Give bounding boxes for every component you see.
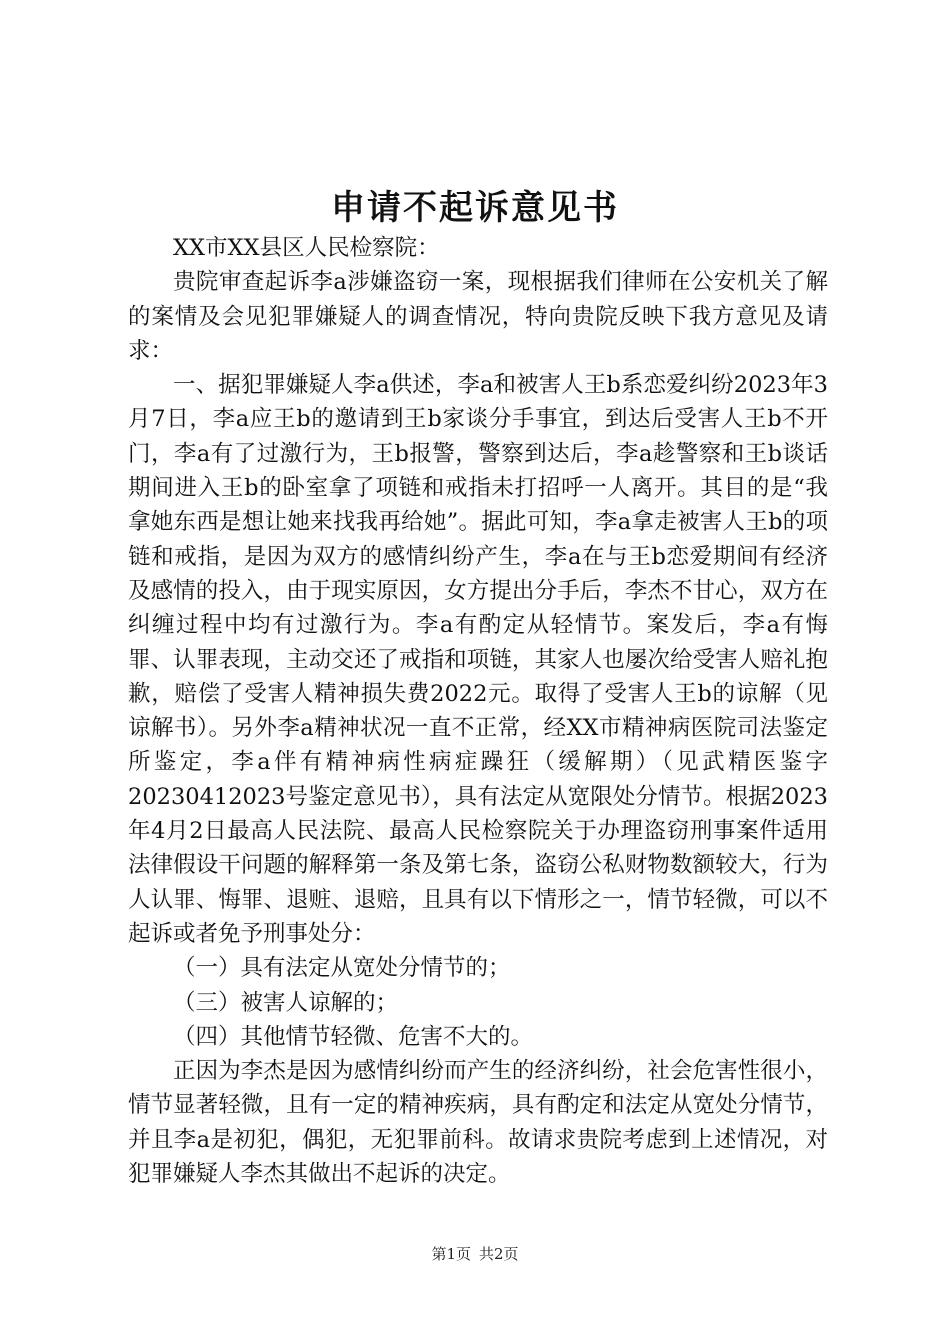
paragraph-intro: 贵院审查起诉李a涉嫌盗窃一案，现根据我们律师在公安机关了解的案情及会见犯罪嫌疑人的调查情况，特向贵院反映下我方意见及请求： — [128, 269, 828, 364]
list-item-1: （一）具有法定从宽处分情节的； — [173, 955, 511, 982]
document-body — [128, 231, 828, 1191]
list-item-3: （三）被害人谅解的； — [173, 989, 399, 1016]
document-title: 申请不起诉意见书 — [331, 188, 619, 228]
list-item-4: （四）其他情节轻微、危害不大的。 — [173, 1023, 534, 1050]
page-footer — [0, 1244, 950, 1264]
page-number: 第1页 — [431, 1245, 471, 1263]
salutation: XX市XX县区人民检察院： — [173, 235, 440, 261]
paragraph-conclusion: 正因为李杰是因为感情纠纷而产生的经济纠纷，社会危害性很小，情节显著轻微，且有一定的精神疾病，具有酌定和法定从宽处分情节，并且李a是初犯，偶犯，无犯罪前科。故请求贵院考虑到上述情况，对犯罪嫌疑人李杰其做出不起诉的决定。 — [128, 1058, 828, 1188]
paragraph-facts: 一、据犯罪嫌疑人李a供述，李a和被害人王b系恋爱纠纷2023年3月7日，李a应王b的邀请到王b家谈分手事宜，到达后受害人王b不开门，李a有了过激行为，王b报警，警察到达后，李a趁警察和王b谈话期间进入王b的卧室拿了项链和戒指未打招呼一人离开。其目的是“我拿她东西是想让她来找我再给她”。据此可知，李a拿走被害人王b的项链和戒指，是因为双方的感情纠纷产生，李a在与王b恋爱期间有经济及感情的投入，由于现实原因，女方提出分手后，李杰不甘心，双方在纠缠过程中均有过激行为。李a有酌定从轻情节。案发后，李a有悔罪、认罪表现，主动交还了戒指和项链，其家人也屡次给受害人赔礼抱歉，赔偿了受害人精神损失费2022元。取得了受害人王b的谅解（见谅解书）。另外李a精神状况一直不正常，经XX市精神病医院司法鉴定所鉴定，李a伴有精神病性病症躁狂（缓解期）（见武精医鉴字20230412023号鉴定意见书），具有法定从宽限处分情节。根据2023年4月2日最高人民法院、最高人民检察院关于办理盗窃刑事案件适用法律假设干问题的解释第一条及第七条，盗窃公私财物数额较大，行为人认罪、悔罪、退赃、退赔，且具有以下情形之一，情节轻微，可以不起诉或者免予刑事处分： — [128, 372, 828, 947]
page-total: 共2页 — [479, 1245, 519, 1263]
